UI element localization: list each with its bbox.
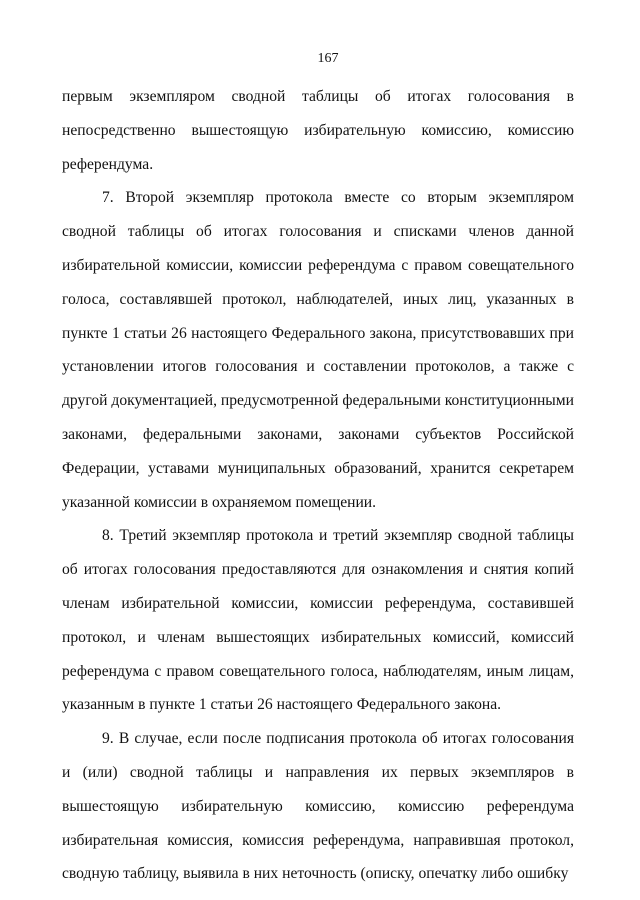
document-page (62, 50, 574, 891)
paragraph-continuation: первым экземпляром сводной таблицы об итогах голосования в непосредственно вышестоящую избирательную комиссию, комиссию референдума. (62, 88, 574, 173)
paragraph-item-8: 8. Третий экземпляр протокола и третий экземпляр сводной таблицы об итогах голосования предоставляются для ознакомления и снятия копий членам избирательной комиссии, комиссии референдума, составившей протокол, и членам вышестоящих избирательных комиссий, комиссий референдума с правом совещательного голоса, наблюдателям, иным лицам, указанным в пункте 1 статьи 26 настоящего Федерального закона. (62, 527, 574, 714)
paragraph-item-7: 7. Второй экземпляр протокола вместе со вторым экземпляром сводной таблицы об итогах голосования и списками членов данной избирательной комиссии, комиссии референдума с правом совещательного голоса, составлявшей протокол, наблюдателей, иных лиц, указанных в пункте 1 статьи 26 настоящего Федерального закона, присутствовавших при установлении итогов голосования и составлении протоколов, а также с другой документацией, предусмотренной федеральными конституционными законами, федеральными законами, законами субъектов Российской Федерации, уставами муниципальных образований, хранится секретарем указанной комиссии в охраняемом помещении. (62, 189, 574, 511)
page-number: 167 (317, 51, 339, 66)
paragraph-item-9: 9. В случае, если после подписания протокола об итогах голосования и (или) сводной таблицы и направления их первых экземпляров в вышестоящую избирательную комиссию, комиссию референдума избирательная комиссия, комиссия референдума, направившая протокол, сводную таблицу, выявила в них неточность (описку, опечатку либо ошибку (62, 730, 574, 883)
